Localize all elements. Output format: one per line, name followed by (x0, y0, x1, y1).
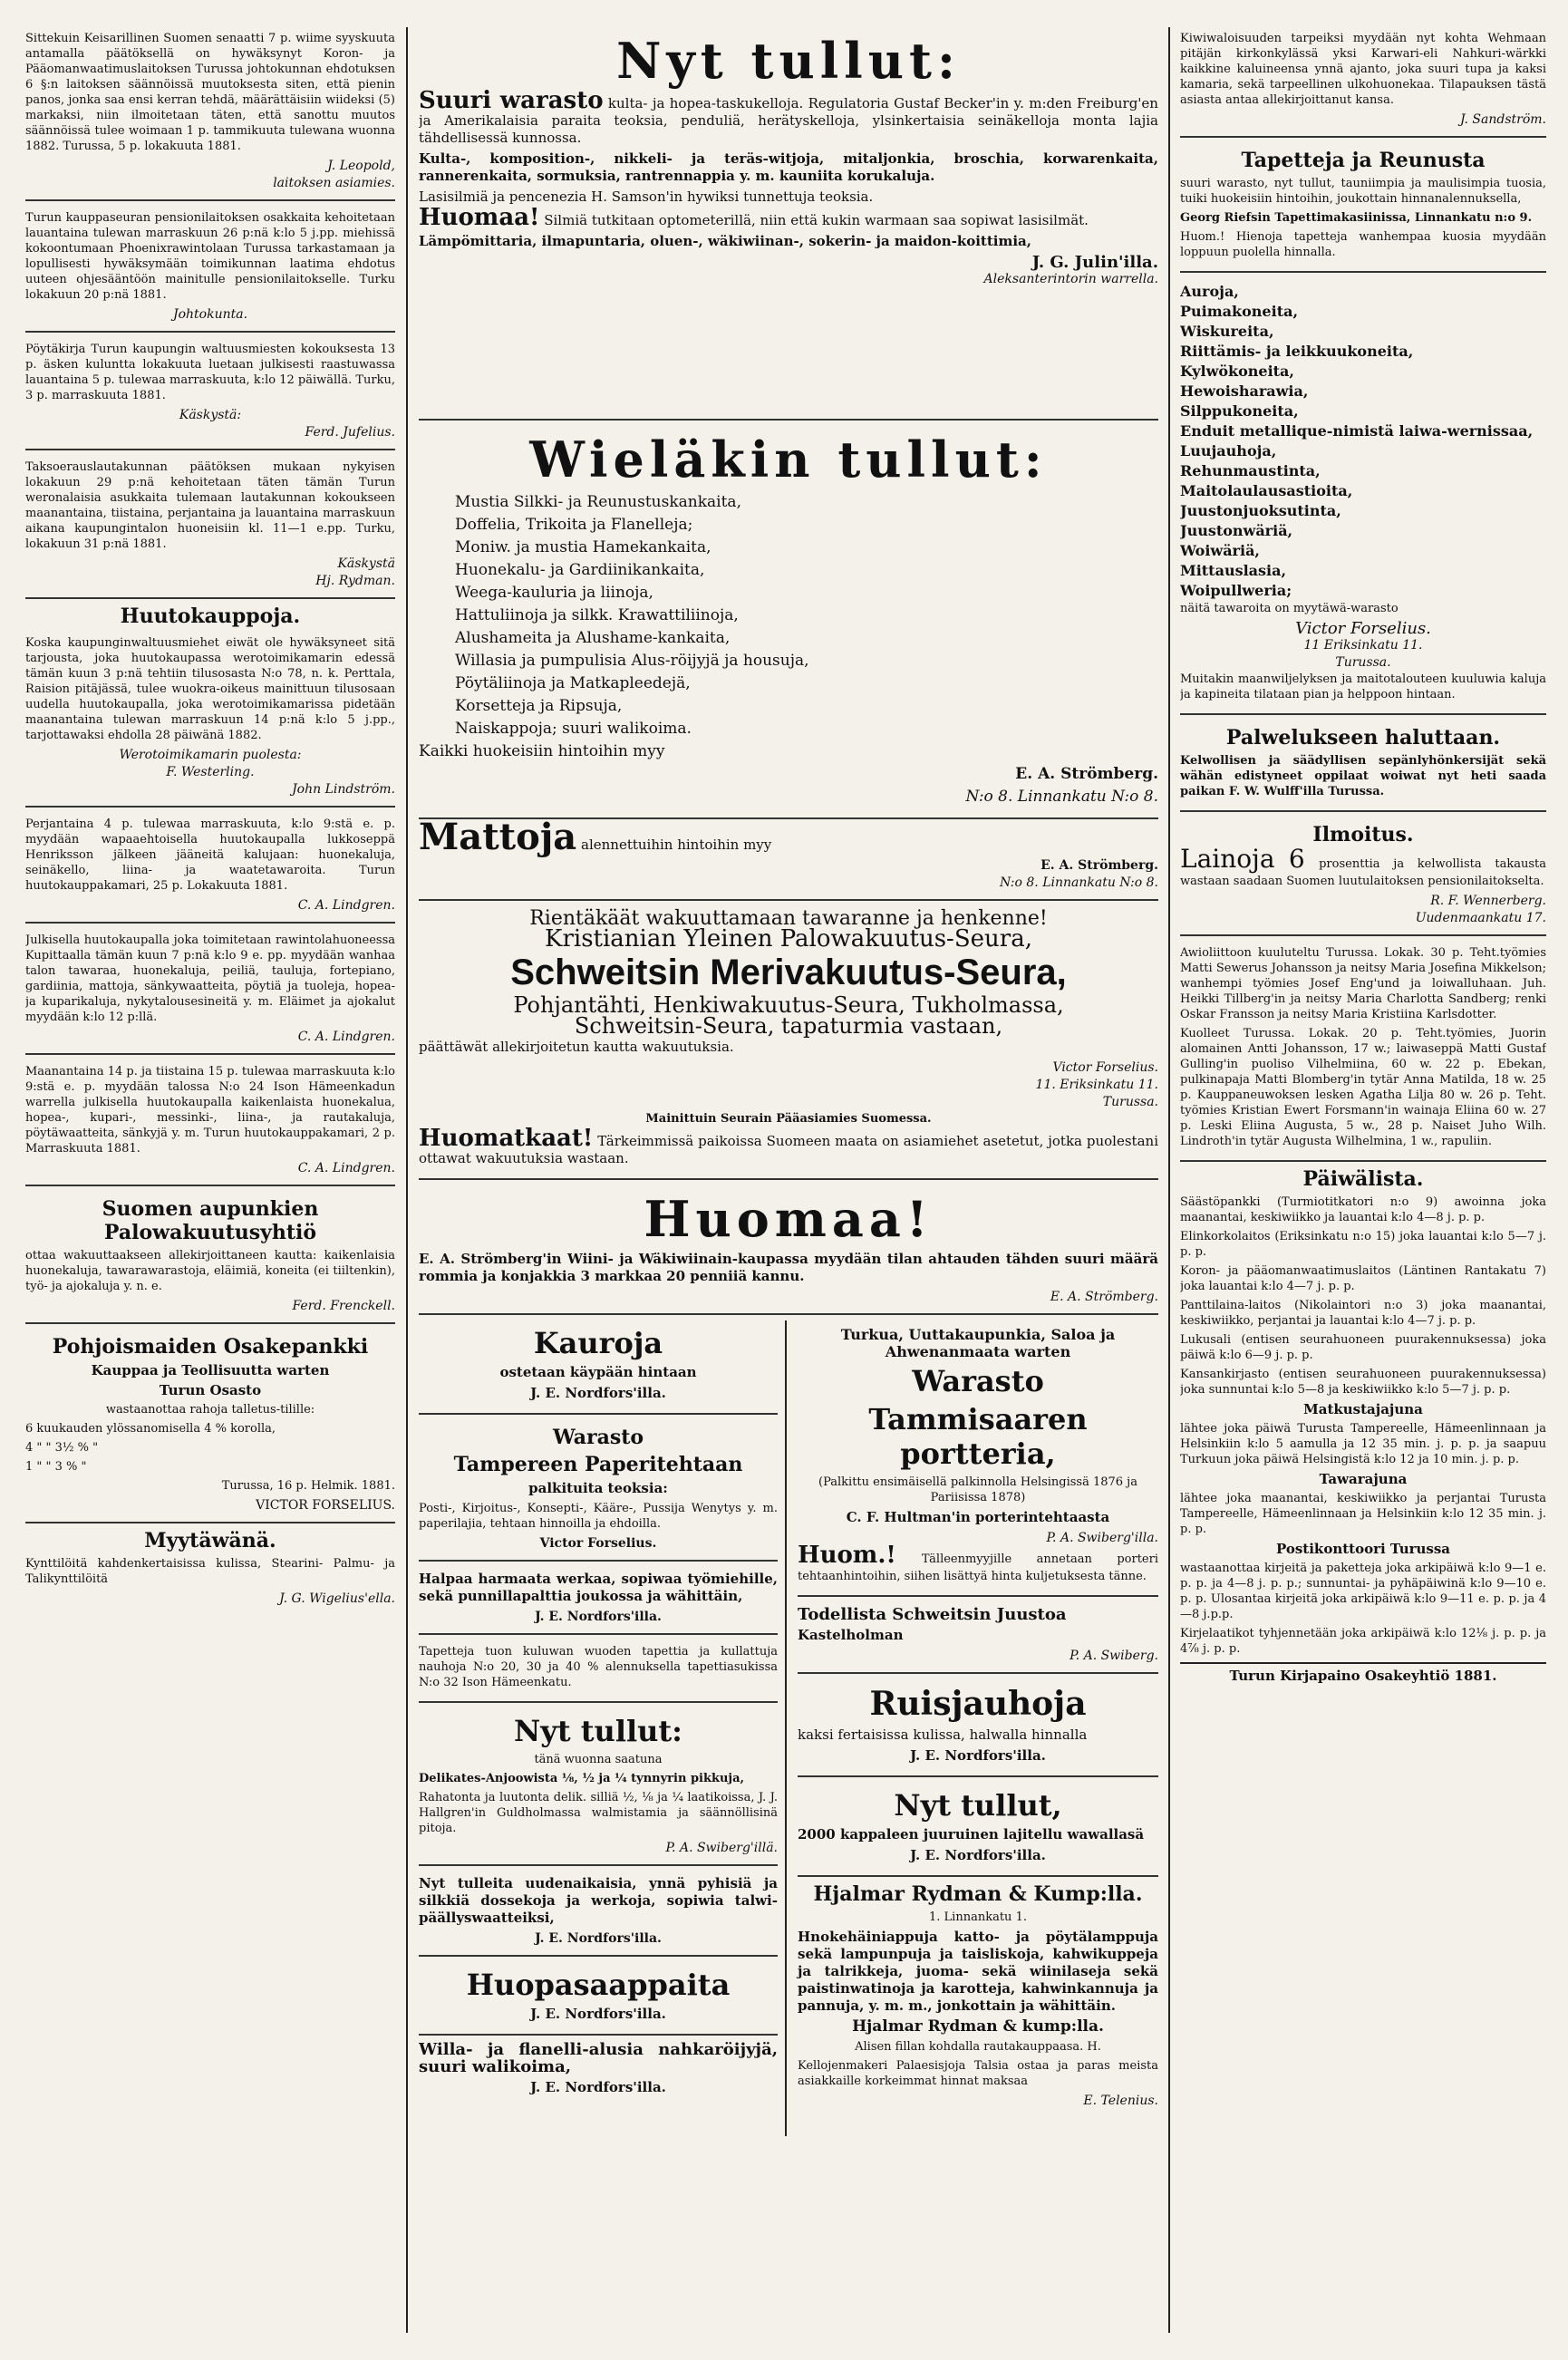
ad-watches (419, 27, 1158, 421)
ad-insurance (419, 906, 1158, 1180)
signature: Käskystä: (179, 408, 242, 422)
list-item: Kylwökoneita, (1180, 363, 1294, 380)
ad-title: Nyt tullut: (616, 32, 961, 90)
ad-heading: Hjalmar Rydman & Kump:lla. (813, 1882, 1143, 1906)
ad-text: Halpaa harmaata werkaa, sopiwaa työmiehille, sekä punnillapalttia joukossa ja wähittäin, (419, 1571, 778, 1604)
ad-text: Kiwiwaloisuuden tarpeiksi myydään nyt kohta Wehmaan pitäjän kirkonkylässä yksi Karwari-eli Nahkuri-wärkki kaikkine kaluineensa ynnä ajanto, joka suuri tupa ja kaksi kamaria, sekä tarpeellinen ulkohuonekaa. Tilapauksen tästä asiasta antaa allekirjoittanut kansa. (1180, 32, 1546, 107)
ad-text: Kelwollisen ja säädyllisen sepänlyhönkersijät sekä wähän edistyneet oppilaat woiwat nyt heti saada paikan F. W. Wulff'illa Turussa. (1180, 754, 1546, 798)
signature: N:o 8. Linnankatu N:o 8. (1000, 875, 1158, 890)
ad-text: wastaanottaa rahoja talletus-tilille: (105, 1403, 315, 1417)
signature: C. A. Lindgren. (297, 898, 395, 913)
ad-title: Huopasaappaita (466, 1968, 731, 2002)
ad-text: 2000 kappaleen juuruinen lajitellu wawallasä (798, 1826, 1145, 1843)
signature: VICTOR FORSELIUS. (256, 1498, 395, 1513)
list-item: Moniw. ja mustia Hamekankaita, (455, 538, 711, 556)
list-item: Woipullweria; (1180, 582, 1292, 599)
ad-heading: Suomen aupunkien Palowakuutusyhtiö (102, 1197, 319, 1244)
ad-title: Ruisjauhoja (869, 1685, 1087, 1723)
subheading: Tawarajuna (1319, 1471, 1408, 1487)
ad-text: 1. Linnankatu 1. (929, 1910, 1027, 1924)
ad-text: Alisen fillan kohdalla rautakauppaasa. H. (855, 2040, 1101, 2054)
notice-text: Taksoerauslautakunnan päätöksen mukaan nykyisen lokakuun 29 p:nä kehoitetaan täten tämän Turun weronalaisia asukkaita tulemaan lautakunnan kokoukseen maanantaina, tiistaina, perjantaina ja lauantaina marraskuun aikana kaupungintalon huoneisiin kl. 11—1 e.pp. Turku, lokakuun 31 p:nä 1881. (25, 460, 395, 551)
list-item: lähtee joka päiwä Turusta Tampereelle, Hämeenlinnaan ja Helsinkiin k:lo 5 aamulla ja 12 35 min. j. p. p. ja saapuu Turkuun joka päiwä Helsingistä k:lo 12 ja 10 min. j. p. p. (1180, 1422, 1546, 1466)
ad-farm-machines (1180, 278, 1546, 715)
center-column (419, 27, 1158, 2333)
signature: Hj. Rydman. (315, 574, 395, 588)
list-item: Enduit metallique-nimistä laiwa-wernissaa, (1180, 422, 1534, 440)
rate-row: 4 " " 3½ % " (25, 1441, 99, 1455)
ad-subheading: Kauppaa ja Teollisuutta warten (91, 1362, 330, 1378)
list-item: Riittämis- ja leikkuukoneita, (1180, 343, 1414, 360)
signature: F. Westerling. (166, 765, 255, 779)
notice-text: Turun kauppaseuran pensionilaitoksen osakkaita kehoitetaan lauantaina tulewan marraskuun 26 p:nä k:lo 5 j.pp. miehissä kokoontumaan Phoenixrawintolaan Turussa tarkastamaan ja lopullisesti hywäksymään toimikunnan laatima ehdotus uuteen ohjesääntöön mainitulle pensionilaitokselle. Turku lokakuun 20 p:nä 1881. (25, 211, 395, 302)
list-item: Juustonjuoksutinta, (1180, 502, 1341, 519)
rate-row: 1 " " 3 % " (25, 1460, 87, 1474)
ad-text: Delikates-Anjoowista ⅛, ½ ja ¼ tynnyrin pikkuja, (419, 1772, 745, 1785)
ad-loans (1180, 817, 1546, 936)
right-column (1180, 27, 1546, 2333)
list-item: Kansankirjasto (entisen seurahuoneen puurakennuksessa) joka sunnuntai k:lo 5—8 ja keskiwiikko k:lo 5—7 j. p. p. (1180, 1368, 1546, 1397)
ad-coats (419, 1872, 778, 1957)
ad-heading: Tampereen Paperitehtaan (453, 1453, 743, 1476)
ad-text: Nyt tulleita uudenaikaisia, ynnä pyhisiä ja silkkiä dossekoja ja werkoja, sopiwia talwi-päällyswaatteiksi, (419, 1875, 778, 1926)
ad-tannery (1180, 27, 1546, 138)
ad-carpets (419, 816, 1158, 901)
ad-title: Huomaa! (644, 1190, 934, 1248)
ad-text: Kynttilöitä kahdenkertaisissa kulissa, Stearini- Palmu- ja Talikynttilöitä (25, 1557, 395, 1586)
ad-title: Warasto (912, 1364, 1044, 1398)
list-item: Maitolaulausastioita, (1180, 482, 1353, 499)
ad-lamps (798, 1882, 1158, 2110)
ad-heading: Pohjoismaiden Osakepankki (52, 1335, 369, 1359)
section-heading: Huutokauppoja. (120, 605, 301, 628)
printer-imprint: Turun Kirjapaino Osakeyhtiö 1881. (1229, 1668, 1497, 1684)
list-item: Hewoisharawia, (1180, 382, 1309, 400)
list-item: Korsetteja ja Ripsuja, (455, 697, 623, 715)
ad-text: (Palkittu ensimäisellä palkinnolla Helsingissä 1876 ja Pariisissa 1878) (818, 1475, 1137, 1504)
ad-text: tänä wuonna saatuna (534, 1753, 663, 1766)
list-item: Lukusali (entisen seurahuoneen puurakennuksessa) joka päiwä k:lo 6—9 j. p. p. (1180, 1333, 1546, 1362)
signature: J. Sandström. (1460, 112, 1546, 127)
civil-records (1180, 942, 1546, 1162)
ad-highlight: Suuri warasto (419, 87, 604, 114)
signature: Käskystä (337, 556, 395, 571)
list-item: Koron- ja pääomanwaatimuslaitos (Läntinen Rantakatu 7) joka lauantai k:lo 4—7 j. p. p. (1180, 1264, 1546, 1293)
notice-senate (25, 27, 395, 201)
column-rule (406, 27, 408, 2333)
ad-text: Kellojenmakeri Palaesisjoja Talsia ostaa ja paras meista asiakkaille korkeimmat hinnat maksaa (798, 2059, 1158, 2088)
list-item: Hattuliinoja ja silkk. Krawattiliinoja, (455, 606, 739, 624)
signature: J. E. Nordfors'illa. (910, 1847, 1046, 1863)
ad-text: Muitakin maanwiljelyksen ja maitotalouteen kuuluwia kaluja ja kapineita tilataan pian ja helppoon hintaan. (1180, 672, 1546, 701)
notice-text: Perjantaina 4 p. tulewaa marraskuuta, k:lo 9:stä e. p. myydään wapaaehtoisella huutokaupalla lukkoseppä Henriksson jälkeen jääneitä kalujaan: huonekaluja, seinäkello, liina- ja waatetawaroita. Turun huutokauppakamari, 25 p. Lokakuuta 1881. (25, 817, 395, 893)
signature: E. A. Strömberg. (1015, 765, 1158, 783)
notice-text: Koska kaupunginwaltuusmiehet eiwät ole hywäksyneet sitä tarjousta, joka huutokaupassa werotoimikamarin edessä tämän kuun 3 p:nä tehtiin tilusosasta N:o 78, n. k. Perttala, Raision pitäjässä, tulee wuokra-oikeus mainittuun tilusosaan uudella huutokaupalla, joka werotoimikamarissa pidetään maanantaina tulewan marraskuun 14 p:nä k:lo 5 j.pp., tarjottawaksi ehdolla 28 päiwänä 1882. (25, 636, 395, 742)
list-item: Mustia Silkki- ja Reunustuskankaita, (455, 493, 741, 511)
list-item: Willasia ja pumpulisia Alus-röijyjä ja housuja, (455, 652, 809, 670)
signature: N:o 8. Linnankatu N:o 8. (965, 788, 1158, 806)
list-item: Panttilaina-laitos (Nikolaintori n:o 3) joka maanantai, keskiwiikko, perjantai ja lauantai k:lo 4—7 j. p. p. (1180, 1299, 1546, 1328)
daily-list (1180, 1167, 1546, 1685)
ad-title: Schweitsin Merivakuutus-Seura, (510, 953, 1067, 992)
ad-text: kaksi fertaisissa kulissa, halwalla hinnalla (798, 1726, 1088, 1743)
subheading: Postikonttoori Turussa (1275, 1541, 1451, 1557)
ad-title: Nyt tullut, (894, 1788, 1062, 1823)
list-item: Säästöpankki (Turmiotitkatori n:o 9) awoinna joka maanantai, keskiwiikko ja lauantai k:lo 4—8 j. p. p. (1180, 1195, 1546, 1224)
signature: Hjalmar Rydman & kump:lla. (852, 2017, 1104, 2036)
footer (1180, 1662, 1546, 1685)
ad-text: ottaa wakuuttaakseen allekirjoittaneen kautta: kaikenlaisia huonekaluja, tawarawarastoja, eläimiä, koneita (ei tiiltenkin), työ- ja ajokaluja y. n. e. (25, 1249, 395, 1293)
ad-boots (419, 1962, 778, 2036)
ad-title: Tammisaaren portteria, (868, 1402, 1088, 1471)
ad-highlight: Mattoja (419, 816, 577, 858)
left-column (25, 27, 395, 2333)
ad-text: suuri warasto, nyt tullut, tauniimpia ja maulisimpia tuosia, tuiki huokeisiin hintoihin, joukottain hinnanalennuksella, (1180, 177, 1546, 206)
ad-heading: Tapetteja ja Reunusta (1241, 149, 1486, 172)
ad-heading: Palwelukseen haluttaan. (1225, 726, 1501, 750)
list-item: Luujauhoja, (1180, 442, 1277, 459)
list-item: Juustonwäriä, (1180, 522, 1293, 539)
ad-text: alennettuihin hintoihin myy (581, 837, 772, 853)
signature: Victor Forselius. (1052, 1060, 1158, 1075)
rate-row: Turussa, 16 p. Helmik. 1881. (221, 1479, 395, 1493)
ad-text: ostetaan käypään hintaan (499, 1364, 697, 1380)
ad-title: Wieläkin tullut: (529, 430, 1048, 488)
subheading: Matkustajajuna (1303, 1401, 1423, 1417)
ad-text: Lämpömittaria, ilmapuntaria, oluen-, wäkiwiinan-, sokerin- ja maidon-koittimia, (419, 233, 1031, 249)
signature: C. A. Lindgren. (297, 1030, 395, 1044)
ad-highlight: Huomaa! (419, 204, 540, 231)
signature: Victor Forselius. (539, 1536, 657, 1551)
ad-text: päättäwät allekirjoitetun kautta wakuutuksia. (419, 1039, 734, 1055)
signature: Ferd. Jufelius. (305, 425, 395, 440)
ad-cheese (798, 1602, 1158, 1674)
lower-right-ads (798, 1320, 1158, 2110)
ad-heading: Ilmoitus. (1312, 823, 1414, 846)
signature: E. Telenius. (1083, 2094, 1158, 2108)
ad-text: palkituita teoksia: (528, 1480, 668, 1496)
ad-text: Silmiä tutkitaan optometerillä, niin että kukin warmaan saa sopiwat lasisilmät. (544, 212, 1089, 228)
list-item: Alushameita ja Alushame-kankaita, (455, 629, 731, 647)
signature: 11. Eriksinkatu 11. (1035, 1078, 1158, 1092)
notice-auction-3 (25, 929, 395, 1055)
ad-text: Rientäkäät wakuuttamaan tawaranne ja henkenne! (529, 907, 1048, 930)
section-heading: Päiwälista. (1302, 1167, 1424, 1191)
signature: E. A. Strömberg. (1050, 1290, 1158, 1304)
ad-text: Posti-, Kirjoitus-, Konsepti-, Kääre-, Pussija Wenytys y. m. paperilajia, tehtaan hinnoilla ja ehdoilla. (419, 1502, 778, 1531)
ad-text: Georg Riefsin Tapettimakasiinissa, Linnankatu n:o 9. (1180, 211, 1533, 225)
ad-paper (419, 1420, 778, 1562)
ad-text: Tärkeimmissä paikoissa Suomeen maata on asiamiehet asetetut, jotka puolestani ottawat wakuutuksia wastaan. (419, 1133, 1158, 1166)
ad-text: Kulta-, komposition-, nikkeli- ja teräs-witjoja, mitaljonkia, broschia, korwarenkaita, rannerenkaita, sormuksia, rantrennappia y. m. kauniita korukaluja. (419, 150, 1158, 184)
list-item: Mittauslasia, (1180, 562, 1287, 579)
ad-porter (798, 1320, 1158, 1597)
signature: J. E. Nordfors'illa. (530, 1385, 666, 1401)
notice-tax (25, 456, 395, 599)
ad-text: Tälleenmyyjille annetaan porteri tehtaanhintoihin, siihen lisättyä hinta kuljetuksesta tänne. (798, 1552, 1158, 1583)
signature: 11 Eriksinkatu 11. (1303, 638, 1423, 653)
signature: Ferd. Frenckell. (292, 1299, 395, 1313)
signature: Aleksanterintorin warrella. (983, 272, 1158, 286)
ad-text: Todellista Schweitsin Juustoa (798, 1605, 1067, 1624)
signature: J. E. Nordfors'illa. (530, 2079, 666, 2095)
signature: J. E. Nordfors'illa. (910, 1747, 1046, 1764)
column-rule (785, 1320, 787, 2136)
ad-textiles (419, 426, 1158, 819)
list-item: Doffelia, Trikoita ja Flanelleja; (455, 516, 693, 534)
ad-title: Kauroja (533, 1326, 663, 1360)
ad-subheading: Turun Osasto (159, 1382, 262, 1398)
list-item: Naiskappoja; suuri walikoima. (455, 720, 692, 738)
column-rule (1168, 27, 1170, 2333)
signature: J. G. Julin'illa. (1031, 253, 1158, 272)
list-item: Puimakoneita, (1180, 303, 1299, 320)
list-item: lähtee joka maanantai, keskiwiikko ja perjantai Turusta Tampereelle, Hämeenlinnaan ja Helsinkiin k:lo 12 35 min. j. p. p. (1180, 1492, 1546, 1536)
signature: Turussa. (1102, 1095, 1158, 1109)
ad-candles (25, 1529, 395, 1608)
list-item: Weega-kauluria ja liinoja, (455, 584, 653, 602)
signature: John Lindström. (292, 782, 395, 797)
signature: J. E. Nordfors'illa. (530, 2006, 666, 2022)
ad-highlight: Huom.! (798, 1542, 896, 1569)
notice-auction-4 (25, 1060, 395, 1186)
ad-hiring (1180, 721, 1546, 812)
ad-herring (419, 1708, 778, 1866)
ad-wallpapers (1180, 143, 1546, 273)
ad-text: E. A. Strömberg'in Wiini- ja Wäkiwiinain-kaupassa myydään tilan ahtauden tähden suuri määrä rommia ja konjakkia 3 markkaa 20 penniiä kannu. (419, 1251, 1158, 1284)
notice-auction-2 (25, 813, 395, 924)
ad-heading: Myytäwänä. (144, 1529, 276, 1552)
ad-text: Lasisilmiä ja pencenezia H. Samson'in hywiksi tunnettuja teoksia. (419, 189, 874, 205)
notice-text: Kuolleet Turussa. Lokak. 20 p. Teht.työmies, Juorin alomainen Antti Johansson, 17 w.; laiwaseppä Matti Gustaf Gulling'in puoliso Vilhelmiina, 60 w. 22 p. Ebekan, pulkinapaja Matti Blomberg'in tytär Anna Matilda, 18 w. 25 p. Kauppaneuwoksen lesken Agatha Lilja 80 w. 26 p. Teht. työmies Kristian Ewert Forsmann'in wainaja Eliina 60 w. 27 p. Leski Eliina Augusta, 5 w., 28 p. Naiset Juho Wilh. Lindroth'in tytär Augusta Wilhelmina, 1 w., rapuliin. (1180, 1027, 1546, 1148)
ad-new-arrival (798, 1783, 1158, 1877)
ad-text: Rahatonta ja luutonta delik. silliä ½, ⅛ ja ¼ laatikoissa, J. J. Hallgren'in Guldholmassa walmistamia ja säännöllisinä pitoja. (419, 1791, 778, 1835)
list-item: wastaanottaa kirjeitä ja paketteja joka arkipäiwä k:lo 9—1 e. p. p. ja 4—8 j. p. p.; sunnuntai- ja pyhäpäiwinä k:lo 9—10 e. p. p. Ulosantaa kirjeitä joka arkipäiwä k:lo 9—11 e. p. p. ja 4—8 j.p.p. (1180, 1562, 1546, 1621)
ad-rye-flour (798, 1679, 1158, 1777)
ad-text: Hnokehäiniappuja katto- ja pöytälamppuja sekä lampunpuja ja taisliskoja, kahwikuppeja ja talrikkeja, juoma- sekä wiinilaseja sekä paistinwatinoja ja karotteja, kahwinkannuja ja pannuja, y. m. m., jonkottain ja wähittäin. (798, 1929, 1158, 2014)
list-item: Huonekalu- ja Gardiinikankaita, (455, 561, 705, 579)
ad-highlight: 6 (1288, 844, 1305, 874)
ad-text: Tapetteja tuon kuluwan wuoden tapettia ja kullattuja nauhoja N:o 20, 30 ja 40 % alennuksella tapettiasukissa N:o 32 Ison Hämeenkatu. (419, 1645, 778, 1689)
signature: laitoksen asiamies. (273, 176, 395, 190)
lower-ads (419, 1320, 1158, 2136)
list-item: Auroja, (1180, 283, 1239, 300)
notice-minutes (25, 338, 395, 450)
notice-text: Pöytäkirja Turun kaupungin waltuusmiesten kokouksesta 13 p. äsken kuluntta lokakuuta luetaan julkisesti raastuwassa lauantaina 5 p. tulewaa marraskuuta, k:lo 12 päiwällä. Turku, 3 p. marraskuuta 1881. (25, 343, 395, 402)
ad-wine (419, 1185, 1158, 1315)
ad-wallpaper (419, 1640, 778, 1703)
signature: C. A. Lindgren. (297, 1161, 395, 1175)
ad-title: Nyt tullut: (514, 1714, 682, 1748)
signature: P. A. Swiberg. (1070, 1649, 1158, 1663)
ad-highlight: Huomatkaat! (419, 1125, 594, 1152)
ad-text: C. F. Hultman'in porterintehtaasta (846, 1509, 1110, 1525)
ad-highlight: Lainoja (1180, 844, 1275, 874)
list-item: Wiskureita, (1180, 323, 1274, 340)
ad-text: Kaikki huokeisiin hintoihin myy (419, 742, 665, 760)
list-item: Rehunmaustinta, (1180, 462, 1321, 479)
signature: J. G. Wigelius'ella. (279, 1591, 395, 1606)
notice-auction-1 (25, 632, 395, 808)
signature: J. Leopold, (327, 159, 395, 173)
ad-text: Kristianian Yleinen Palowakuutus-Seura, (545, 925, 1032, 953)
signature: E. A. Strömberg. (1040, 858, 1158, 873)
ad-text: Mainittuin Seurain Pääasiamies Suomessa. (645, 1112, 932, 1126)
rate-row: 6 kuukauden ylössanomisella 4 % korolla, (25, 1422, 276, 1436)
ad-text: Willa- ja flanelli-alusia nahkaröijyjä, suuri walikoima, (419, 2040, 778, 2076)
signature: J. E. Nordfors'illa. (535, 1610, 662, 1624)
signature: R. F. Wennerberg. (1430, 894, 1546, 908)
signature: P. A. Swiberg'illä. (665, 1841, 778, 1855)
list-item: Elinkorkolaitos (Eriksinkatu n:o 15) joka lauantai k:lo 5—7 j. p. p. (1180, 1230, 1546, 1259)
list-item: Pöytäliinoja ja Matkapleedejä, (455, 674, 691, 692)
signature: Turussa. (1335, 655, 1391, 670)
ad-text: kulta- ja hopea-taskukelloja. Regulatoria Gustaf Becker'in y. m:den Freiburg'en ja Amerikalaisia paraita teoksia, penduliä, herätyskelloja, ylsinkertaisia seinäkelloja monta lajia tähdellisessä kunnossa. (419, 95, 1158, 146)
ad-heading: Warasto (552, 1426, 644, 1449)
notice-text: Maanantaina 14 p. ja tiistaina 15 p. tulewaa marraskuuta k:lo 9:stä e. p. myydään talossa N:o 24 Ison Hämeenkadun warrella julkisella huutokaupalla kaikenlaista huonekalua, hopea-, kupari-, messinki-, liina-, ja rautakaluja, pöytäwaatteita, sänkyjä y. m. Turun huutokauppakamari, 2 p. Marraskuuta 1881. (25, 1065, 395, 1156)
ad-text: Pohjantähti, Henkiwakuutus-Seura, Tukholmassa, (513, 992, 1064, 1018)
signature: J. E. Nordfors'illa. (535, 1931, 662, 1946)
ad-text: näitä tawaroita on myytäwä-warasto (1180, 602, 1399, 615)
list-item: Kirjelaatikot tyhjennetään joka arkipäiwä k:lo 12⅛ j. p. p. ja 4⅞ j. p. p. (1180, 1627, 1546, 1656)
ad-text: Huom.! Hienoja tapetteja wanhempaa kuosia myydään loppuun puolella hinnalla. (1180, 230, 1546, 259)
lower-left-ads (419, 1320, 778, 2100)
ad-heading: Turkua, Uuttakaupunkia, Saloa ja Ahwenanmaata warten (840, 1326, 1116, 1360)
signature: Victor Forselius. (1295, 619, 1431, 638)
notice-text: Sittekuin Keisarillinen Suomen senaatti 7 p. wiime syyskuuta antamalla päätöksellä on hywäksynyt Koron- ja Pääomanwaatimuslaitoksen Turussa johtokunnan ehdotuksen 6 §:n laitoksen säännöissä muutoksesta siten, että pienin panos, jonka saa ensi kerran tehdä, määrättäisiin wiideksi (5) markaksi, niin ilmoitetaan täten, että sanottu muutos säännöissä tulee woimaan 1 p. tammikuuta tulewana wuonna 1882. Turussa, 5 p. lokakuuta 1881. (25, 32, 395, 153)
signature: P. A. Swiberg'illa. (1046, 1531, 1158, 1545)
ad-text: Schweitsin-Seura, tapaturmia vastaan, (574, 1013, 1003, 1039)
notice-text: Julkisella huutokaupalla joka toimitetaan rawintolahuoneessa Kupittaalla tämän kuun 7 p:nä k:lo 9 e. pp. myydään wanhaa talon tawaraa, huonekaluja, peiliä, tauluja, fortepiano, gardiinia, mattoja, sänkywaatteita, pöytiä ja tuoleja, hopea- ja kuparikaluja, nykytalousesineitä y. m. Eläimet ja ajokalut myydään k:lo 12 p:llä. (25, 933, 395, 1024)
signature: Uudenmaankatu 17. (1415, 911, 1546, 925)
list-item: Silppukoneita, (1180, 402, 1299, 420)
notice-pension (25, 207, 395, 333)
ad-bank (25, 1330, 395, 1523)
list-item: Woiwäriä, (1180, 542, 1260, 559)
notice-text: Awioliittoon kuuluteltu Turussa. Lokak. 30 p. Teht.työmies Matti Sewerus Johansson ja neitsy Maria Josefina Mikkelson; wanhempi työmies Josef Eng'und ja loiwalluhaan. Juh. Heikki Tillberg'in ja neitsy Maria Charlotta Sandberg; renki Oskar Fransson ja neitsy Maria Kristiina Karlsdotter. (1180, 946, 1546, 1021)
ad-text: prosenttia ja kelwollista takausta wastaan saadaan Suomen luutulaitoksen pensionilaitokselta. (1180, 857, 1546, 888)
ad-wool (419, 2041, 778, 2096)
signature: Werotoimikamarin puolesta: (119, 748, 302, 762)
ad-oats (419, 1320, 778, 1415)
ad-text: Kastelholman (798, 1627, 904, 1643)
ad-cloth (419, 1567, 778, 1635)
ad-fire-insurance (25, 1192, 395, 1324)
signature: Johtokunta. (172, 307, 248, 322)
